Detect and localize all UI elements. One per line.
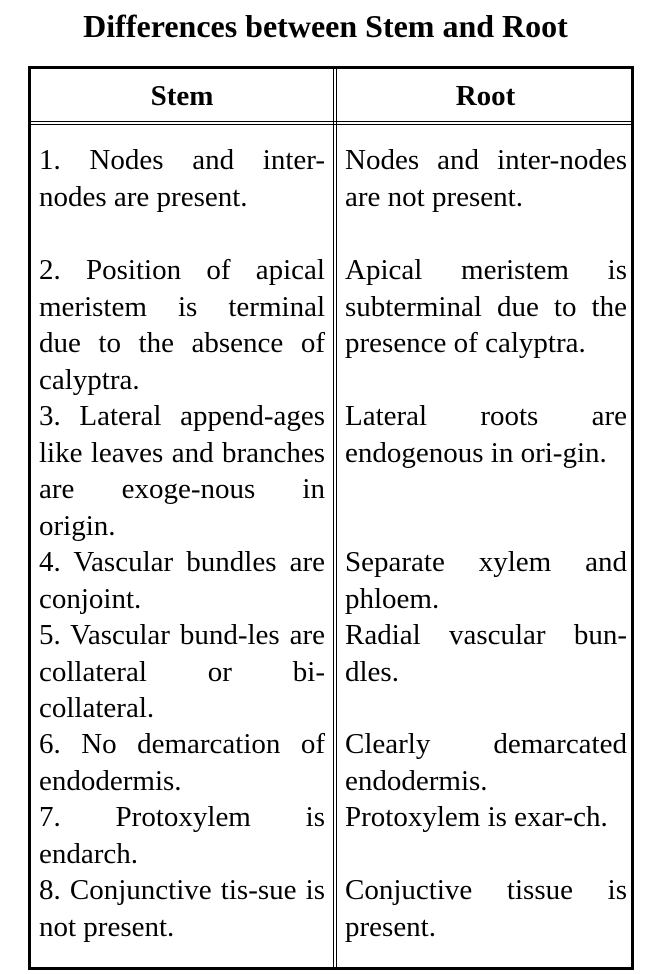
root-cell-6: Clearly demarcated endodermis.: [345, 728, 627, 797]
stem-cell-4: 4. Vascular bundles are conjoint.: [39, 546, 325, 615]
stem-cell-2: 2. Position of apical meristem is terminal due to the absence of calyptra.: [39, 254, 325, 396]
root-cell-3: Lateral roots are endogenous in ori-gin.: [345, 400, 627, 469]
root-cell-7: Protoxylem is exar-ch.: [345, 801, 608, 833]
header-stem: Stem: [150, 80, 214, 112]
header-root: Root: [455, 80, 516, 112]
stem-cell-7: 7. Protoxylem is endarch.: [39, 801, 325, 870]
column-divider: [333, 69, 337, 967]
root-cell-1: Nodes and inter-nodes are not present.: [345, 144, 627, 213]
stem-cell-6: 6. No demarcation of endodermis.: [39, 728, 325, 797]
comparison-table: [28, 66, 634, 970]
root-cell-2: Apical meristem is subterminal due to the presence of calyptra.: [345, 254, 627, 359]
stem-cell-3: 3. Lateral append-ages like leaves and branches are exoge-nous in origin.: [39, 400, 325, 542]
stem-cell-1: 1. Nodes and inter-nodes are present.: [39, 144, 325, 213]
root-cell-8: Conjuctive tissue is present.: [345, 874, 627, 943]
header-divider: [31, 121, 631, 125]
stem-cell-5: 5. Vascular bund-les are collateral or bi-collateral.: [39, 619, 325, 724]
page-title: Differences between Stem and Root: [83, 8, 568, 44]
root-cell-4: Separate xylem and phloem.: [345, 546, 627, 615]
root-cell-5: Radial vascular bun-dles.: [345, 619, 627, 688]
stem-cell-8: 8. Conjunctive tis-sue is not present.: [39, 874, 325, 943]
